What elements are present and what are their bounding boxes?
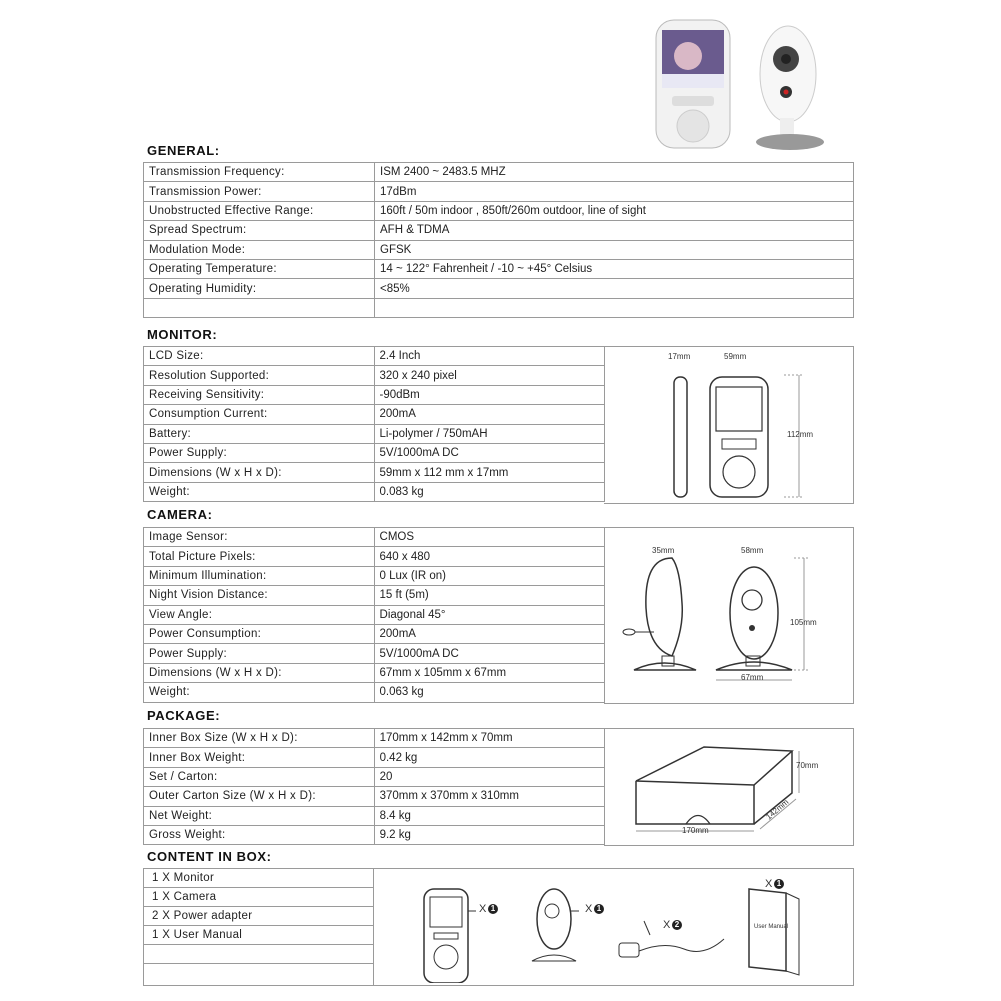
spec-label: Transmission Frequency: (144, 163, 375, 182)
spec-value (375, 298, 854, 317)
spec-value: GFSK (375, 240, 854, 259)
table-row (144, 586, 605, 605)
package-box-diagram (604, 729, 852, 845)
table-row (144, 347, 605, 366)
package-depth-label: 142mm (764, 797, 791, 822)
spec-value: AFH & TDMA (375, 221, 854, 240)
camera-base-label: 67mm (741, 673, 764, 682)
spec-label: LCD Size: (144, 347, 375, 366)
spec-label: Net Weight: (144, 806, 375, 825)
content-box (143, 868, 854, 986)
spec-value: 17dBm (375, 182, 854, 201)
spec-label: Battery: (144, 424, 375, 443)
spec-value: 0.063 kg (374, 683, 604, 702)
spec-label: Image Sensor: (144, 528, 375, 547)
spec-value: 5V/1000mA DC (374, 644, 604, 663)
spec-value: 15 ft (5m) (374, 586, 604, 605)
spec-value: 5V/1000mA DC (374, 443, 605, 462)
table-row (144, 385, 605, 404)
monitor-qty-number: 1 (488, 904, 498, 914)
table-row (144, 624, 605, 643)
list-item: 2 X Power adapter (144, 907, 373, 926)
spec-label: Unobstructed Effective Range: (144, 201, 375, 220)
spec-value: 20 (374, 767, 604, 786)
spec-label: Weight: (144, 482, 375, 501)
spec-value: 8.4 kg (374, 806, 604, 825)
table-row (144, 683, 605, 702)
monitor-diagram (604, 347, 852, 503)
package-diagram-box (604, 728, 854, 846)
monitor-height-label: 112mm (787, 430, 814, 439)
spec-label: Operating Humidity: (144, 279, 375, 298)
spec-value: Diagonal 45° (374, 605, 604, 624)
list-item (144, 945, 373, 964)
general-section-title: GENERAL: (147, 143, 220, 158)
table-row (144, 298, 854, 317)
table-row (144, 424, 605, 443)
spec-label: Dimensions (W x H x D): (144, 663, 375, 682)
table-row (144, 663, 605, 682)
spec-label: Inner Box Size (W x H x D): (144, 729, 375, 748)
spec-value: ISM 2400 ~ 2483.5 MHZ (375, 163, 854, 182)
spec-label: Transmission Power: (144, 182, 375, 201)
camera-top-label: 58mm (741, 546, 764, 555)
spec-label: Resolution Supported: (144, 366, 375, 385)
monitor-spec-table (143, 346, 605, 502)
package-height-label: 70mm (796, 761, 819, 770)
content-section-title: CONTENT IN BOX: (147, 849, 272, 864)
spec-value: 59mm x 112 mm x 17mm (374, 463, 605, 482)
table-row (144, 787, 605, 806)
spec-value: 9.2 kg (374, 825, 604, 844)
camera-spec-table (143, 527, 605, 703)
spec-value: 0.42 kg (374, 748, 604, 767)
camera-depth-label: 35mm (652, 546, 675, 555)
package-spec-table (143, 728, 605, 845)
table-row (144, 729, 605, 748)
table-row (144, 405, 605, 424)
spec-value: -90dBm (374, 385, 605, 404)
list-item: 1 X User Manual (144, 926, 373, 945)
spec-label: Consumption Current: (144, 405, 375, 424)
spec-label: Minimum Illumination: (144, 566, 375, 585)
table-row (144, 366, 605, 385)
spec-label: Power Supply: (144, 443, 375, 462)
spec-value: Li-polymer / 750mAH (374, 424, 605, 443)
spec-value: 0 Lux (IR on) (374, 566, 604, 585)
spec-label: Gross Weight: (144, 825, 375, 844)
spec-label: Night Vision Distance: (144, 586, 375, 605)
spec-value: 370mm x 370mm x 310mm (374, 787, 604, 806)
monitor-qty-x: X (479, 903, 487, 915)
spec-label: Total Picture Pixels: (144, 547, 375, 566)
camera-diagram (604, 528, 852, 703)
monitor-width-label: 59mm (724, 352, 747, 361)
table-row (144, 201, 854, 220)
camera-section-title: CAMERA: (147, 507, 213, 522)
spec-value: 160ft / 50m indoor , 850ft/260m outdoor, line of sight (375, 201, 854, 220)
table-row (144, 644, 605, 663)
camera-qty-x: X (585, 903, 593, 915)
spec-value: 14 ~ 122° Fahrenheit / -10 ~ +45° Celsius (375, 259, 854, 278)
spec-label (144, 298, 375, 317)
spec-value: 640 x 480 (374, 547, 604, 566)
table-row (144, 443, 605, 462)
spec-value: 200mA (374, 405, 605, 424)
table-row (144, 566, 605, 585)
product-photo (650, 14, 830, 154)
general-spec-table (143, 162, 854, 318)
spec-value: 67mm x 105mm x 67mm (374, 663, 604, 682)
spec-value: 320 x 240 pixel (374, 366, 605, 385)
list-item: 1 X Camera (144, 888, 373, 907)
manual-cover-text: User Manual (754, 924, 789, 930)
spec-value: CMOS (374, 528, 604, 547)
table-row (144, 163, 854, 182)
table-row (144, 806, 605, 825)
table-row (144, 182, 854, 201)
table-row (144, 221, 854, 240)
monitor-depth-label: 17mm (668, 352, 691, 361)
table-row (144, 825, 605, 844)
table-row (144, 605, 605, 624)
spec-label: View Angle: (144, 605, 375, 624)
camera-qty-number: 1 (594, 904, 604, 914)
table-row (144, 463, 605, 482)
table-row (144, 528, 605, 547)
adapter-qty-number: 2 (672, 920, 682, 930)
list-item (144, 964, 373, 983)
spec-label: Modulation Mode: (144, 240, 375, 259)
spec-value: 200mA (374, 624, 604, 643)
content-list-column (144, 869, 374, 985)
spec-label: Spread Spectrum: (144, 221, 375, 240)
spec-label: Operating Temperature: (144, 259, 375, 278)
table-row (144, 748, 605, 767)
manual-qty-x: X (765, 878, 773, 890)
table-row (144, 547, 605, 566)
table-row (144, 240, 854, 259)
table-row (144, 279, 854, 298)
table-row (144, 767, 605, 786)
camera-diagram-box (604, 527, 854, 704)
spec-value: 0.083 kg (374, 482, 605, 501)
spec-label: Dimensions (W x H x D): (144, 463, 375, 482)
package-section-title: PACKAGE: (147, 708, 221, 723)
monitor-section-title: MONITOR: (147, 327, 218, 342)
spec-label: Power Supply: (144, 644, 375, 663)
spec-value: 2.4 Inch (374, 347, 605, 366)
spec-value: 170mm x 142mm x 70mm (374, 729, 604, 748)
monitor-diagram-box (604, 346, 854, 504)
spec-label: Outer Carton Size (W x H x D): (144, 787, 375, 806)
spec-label: Set / Carton: (144, 767, 375, 786)
adapter-qty-x: X (663, 919, 671, 931)
spec-value: <85% (375, 279, 854, 298)
package-width-label: 170mm (682, 826, 709, 835)
manual-qty-number: 1 (774, 879, 784, 889)
spec-label: Power Consumption: (144, 624, 375, 643)
spec-label: Inner Box Weight: (144, 748, 375, 767)
spec-label: Weight: (144, 683, 375, 702)
camera-height-label: 105mm (790, 618, 817, 627)
table-row (144, 259, 854, 278)
spec-label: Receiving Sensitivity: (144, 385, 375, 404)
list-item: 1 X Monitor (144, 869, 373, 888)
table-row (144, 482, 605, 501)
